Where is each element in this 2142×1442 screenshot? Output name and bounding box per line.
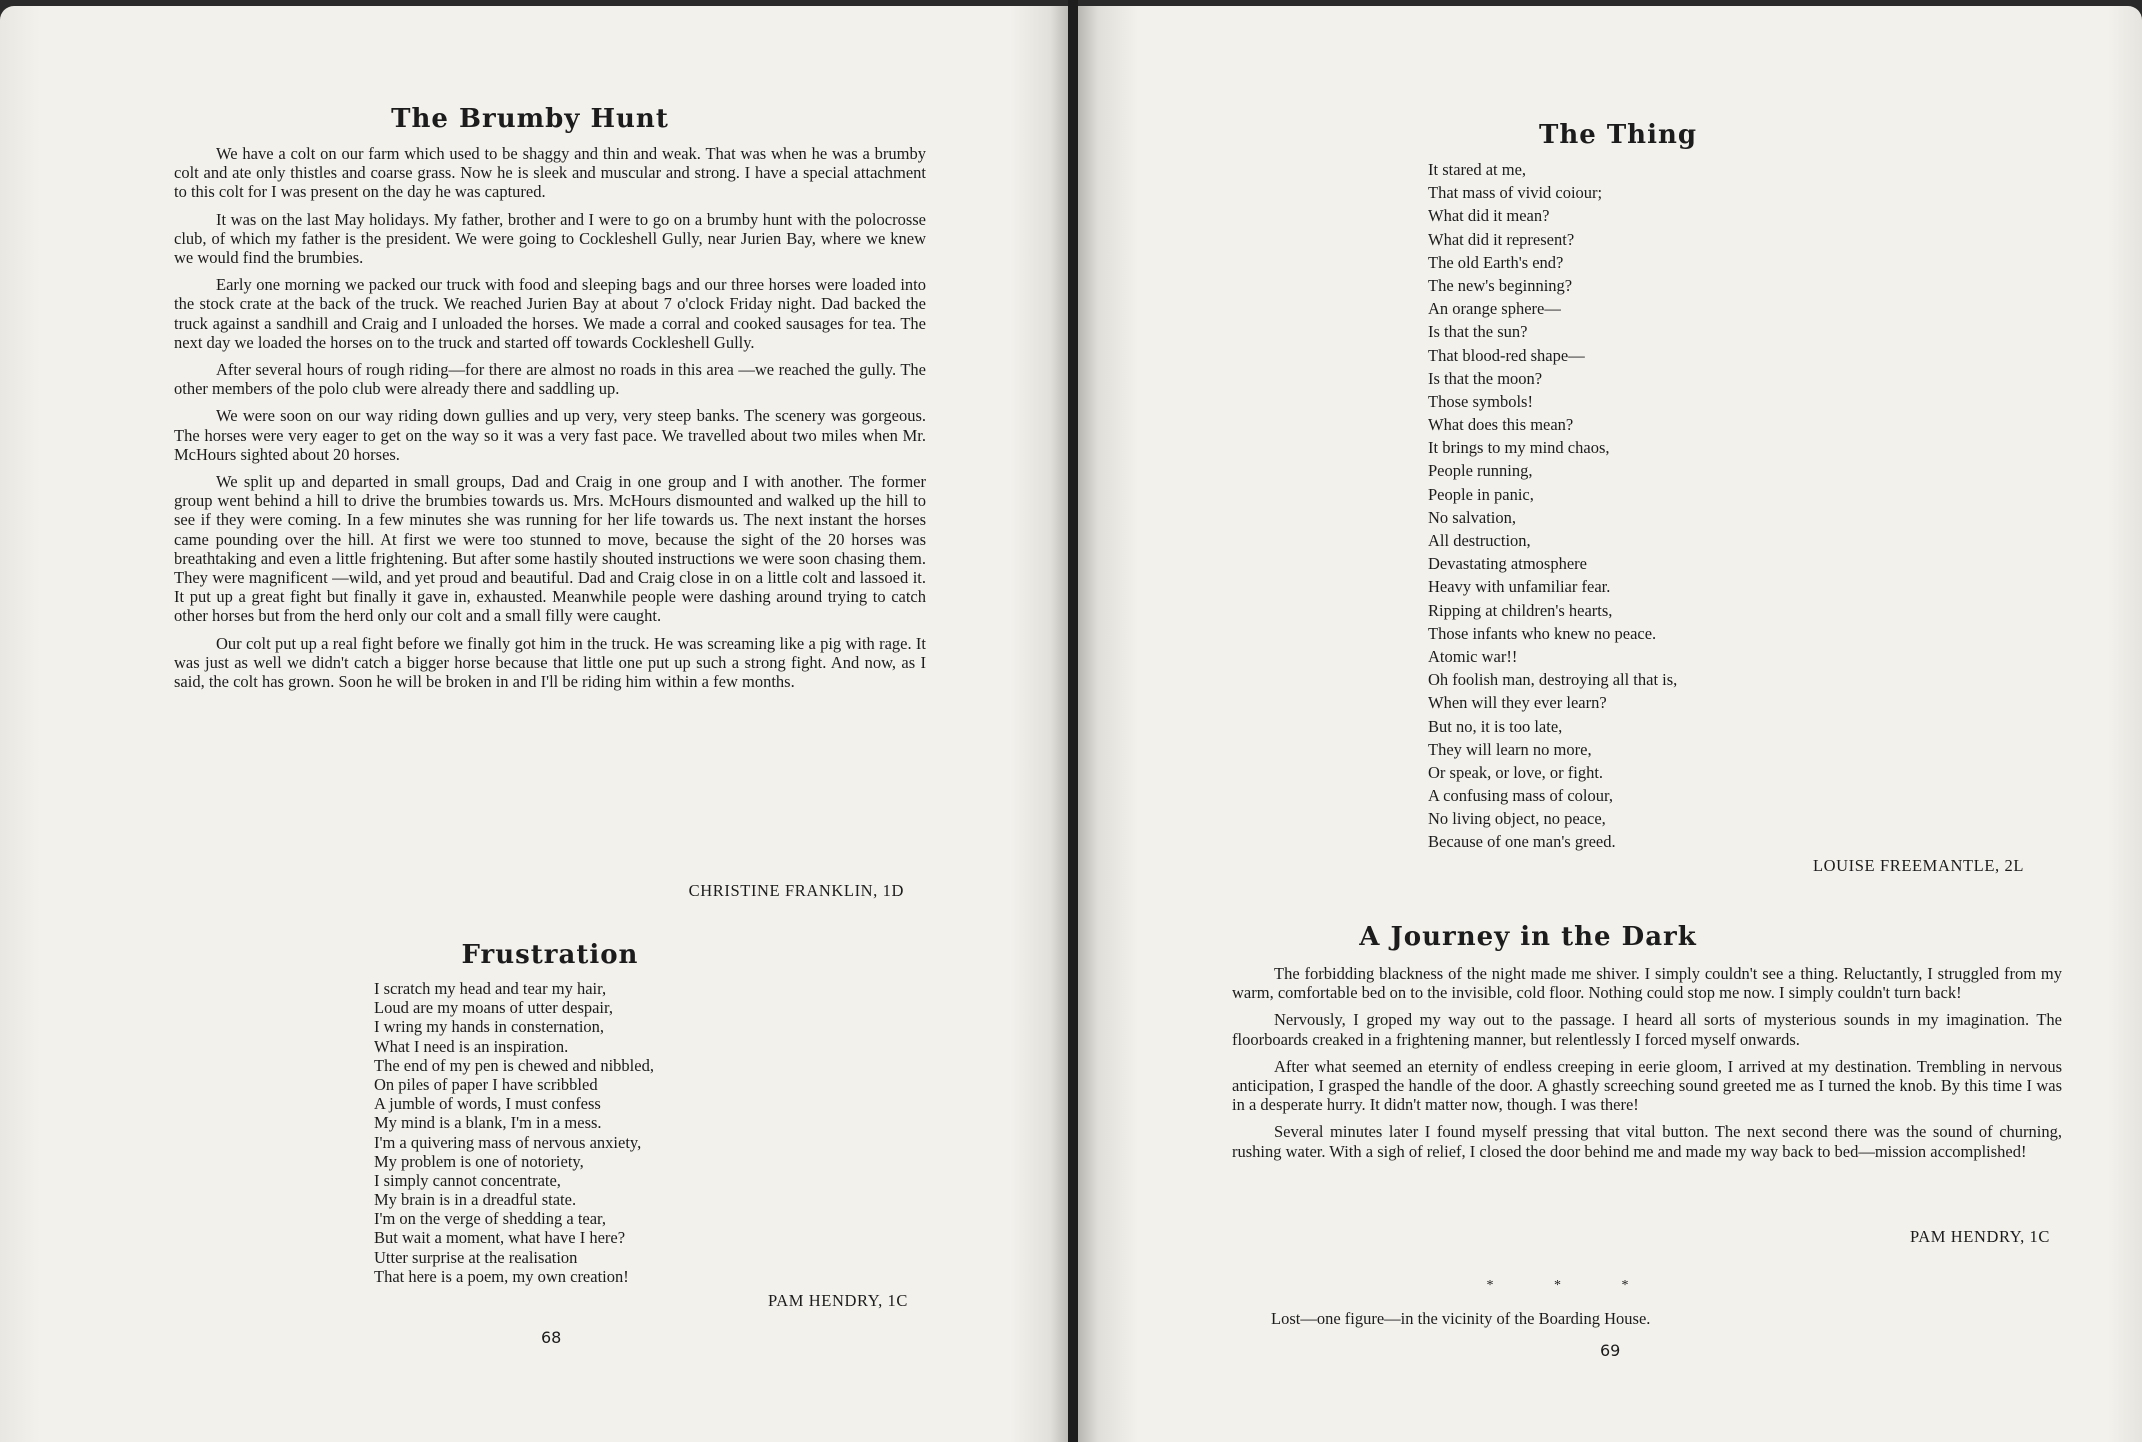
the-thing-byline: LOUISE FREEMANTLE, 2L xyxy=(1812,856,2024,875)
poem-line: Is that the moon? xyxy=(1428,368,1543,388)
poem-line: When will they ever learn? xyxy=(1428,693,1607,713)
paragraph: After what seemed an eternity of endless creeping in eerie gloom, I arrived at my destination. Trembling in nervous anticipation, I grasped the handle of the door. A ghastly screeching sound greeted me as I turned the knob. By this time I was in a desperate hurry. It didn't matter now, though. I was there! xyxy=(1232,1056,2062,1115)
poem-line: That mass of vivid coiour; xyxy=(1428,183,1603,203)
poem-line: Those infants who knew no peace. xyxy=(1428,623,1657,643)
poem-line: But no, it is too late, xyxy=(1428,716,1563,736)
journey-body xyxy=(1232,964,2062,1169)
poem-line: An orange sphere— xyxy=(1428,299,1561,319)
poem-line: I'm a quivering mass of nervous anxiety, xyxy=(374,1132,642,1152)
poem-line: But wait a moment, what have I here? xyxy=(374,1228,626,1248)
brumby-hunt-title: The Brumby Hunt xyxy=(391,104,669,134)
poem-line: Heavy with unfamiliar fear. xyxy=(1428,577,1611,597)
paragraph: We have a colt on our farm which used to be shaggy and thin and weak. That was when he was a brumby colt and ate only thistles and coarse grass. Now he is sleek and muscular and strong. I have a special attachment to this colt for I was present on the day he was captured. xyxy=(174,144,926,202)
brumby-hunt-body xyxy=(174,144,926,699)
poem-line: Devastating atmosphere xyxy=(1428,554,1587,574)
poem-line: They will learn no more, xyxy=(1428,739,1592,759)
poem-line: All destruction, xyxy=(1428,531,1531,550)
frustration-title: Frustration xyxy=(461,940,639,970)
poem-line: People in panic, xyxy=(1428,484,1534,504)
poem-line: Or speak, or love, or fight. xyxy=(1428,762,1604,782)
the-thing-title: The Thing xyxy=(1538,120,1698,150)
poem-line: My mind is a blank, I'm in a mess. xyxy=(374,1113,602,1133)
poem-line: Loud are my moans of utter despair, xyxy=(374,998,613,1018)
poem-line: People running, xyxy=(1428,461,1533,481)
poem-line: I simply cannot concentrate, xyxy=(374,1170,561,1190)
the-thing-poem xyxy=(1428,158,1677,854)
paragraph: It was on the last May holidays. My father, brother and I were to go on a brumby hunt with the polocrosse club, of which my father is the president. We were going to Cockleshell Gully, near Jurien Bay, where we knew we would find the brumbies. xyxy=(174,209,926,268)
paragraph: Early one morning we packed our truck with food and sleeping bags and our three horses were loaded into the stock crate at the back of the truck. We reached Jurien Bay at about 7 o'clock Friday night. Dad backed the truck against a sandhill and Craig and I unloaded the horses. We made a corral and cooked sausages for tea. The next day we loaded the horses on to the truck and started off towards Cockleshell Gully. xyxy=(174,275,926,352)
journey-byline: PAM HENDRY, 1C xyxy=(1910,1227,2050,1246)
poem-line: It brings to my mind chaos, xyxy=(1428,438,1610,458)
paragraph: We were soon on our way riding down gullies and up very, very steep banks. The scenery was gorgeous. The horses were very eager to get on the way so it was a very fast pace. We travelled about two miles when Mr. McHours sighted about 20 horses. xyxy=(174,406,926,464)
separator-star: * xyxy=(1486,1278,1494,1293)
poem-line: Atomic war!! xyxy=(1428,646,1518,666)
poem-line: Utter surprise at the realisation xyxy=(374,1247,578,1267)
left-page xyxy=(0,6,1068,1442)
brumby-hunt-byline: CHRISTINE FRANKLIN, 1D xyxy=(688,881,904,900)
separator-star: * xyxy=(1554,1278,1561,1293)
paragraph: Nervously, I groped my way out to the passage. I heard all sorts of mysterious sounds in my imagination. The floorboards creaked in a frightening manner, but relentlessly I forced myself onwards. xyxy=(1232,1010,2062,1049)
poem-line: Ripping at children's hearts, xyxy=(1428,600,1613,620)
poem-line: What did it mean? xyxy=(1428,206,1550,226)
journey-title: A Journey in the Dark xyxy=(1359,922,1697,952)
poem-line: No salvation, xyxy=(1428,507,1516,527)
poem-line: A jumble of words, I must confess xyxy=(374,1094,601,1114)
paragraph: The forbidding blackness of the night made me shiver. I simply couldn't see a thing. Reluctantly, I struggled from my warm, comfortable bed on to the invisible, cold floor. Nothing could stop me now. I simply couldn't turn back! xyxy=(1232,964,2062,1003)
poem-line: Because of one man's greed. xyxy=(1428,832,1616,852)
poem-line: I scratch my head and tear my hair, xyxy=(374,979,607,998)
poem-line: No living object, no peace, xyxy=(1428,809,1606,829)
poem-line: The old Earth's end? xyxy=(1428,252,1564,272)
poem-line: That here is a poem, my own creation! xyxy=(374,1266,629,1286)
poem-line: Is that the sun? xyxy=(1428,322,1528,342)
poem-line: The end of my pen is chewed and nibbled, xyxy=(374,1055,654,1075)
poem-line: What did it represent? xyxy=(1428,229,1575,249)
paragraph: We split up and departed in small groups, Dad and Craig in one group and I with another. The former group went behind a hill to drive the brumbies towards us. Mrs. McHours dismounted and walked up the hill to see if they were coming. In a few minutes she was running for her life towards us. The next instant the horses came pounding over the hill. At first we were too stunned to move, because the sight of the 20 horses was breathtaking and even a little frightening. But after some hastily shouted instructions we were soon chasing them. They were magnificent —wild, and yet proud and beautiful. Dad and Craig close in on a little colt and lassoed it. It put up a great fight but finally it gave in, exhausted. Meanwhile people were dashing around trying to catch other horses but from the herd only our colt and a small filly were caught. xyxy=(174,472,926,626)
paragraph: Several minutes later I found myself pressing that vital button. The next second there was the sound of churning, rushing water. With a sigh of relief, I closed the door behind me and made my way back to bed—mission accomplished! xyxy=(1232,1122,2062,1161)
poem-line: A confusing mass of colour, xyxy=(1428,786,1613,806)
poem-line: On piles of paper I have scribbled xyxy=(374,1074,598,1094)
poem-line: It stared at me, xyxy=(1428,160,1527,179)
paragraph: After several hours of rough riding—for there are almost no roads in this area —we reached the gully. The other members of the polo club were already there and saddling up. xyxy=(174,360,926,399)
frustration-byline: PAM HENDRY, 1C xyxy=(768,1291,908,1310)
page-number: 68 xyxy=(541,1328,562,1347)
poem-line: That blood-red shape— xyxy=(1428,345,1585,365)
poem-line: I wring my hands in consternation, xyxy=(374,1017,605,1037)
poem-line: My brain is in a dreadful state. xyxy=(374,1190,577,1210)
poem-line: What does this mean? xyxy=(1428,415,1574,435)
poem-line: Oh foolish man, destroying all that is, xyxy=(1428,670,1678,690)
separator-star: * xyxy=(1621,1278,1629,1293)
poem-line: What I need is an inspiration. xyxy=(374,1036,569,1056)
poem-line: Those symbols! xyxy=(1428,391,1533,411)
book-gutter xyxy=(1068,0,1078,1442)
poem-line: The new's beginning? xyxy=(1428,275,1573,295)
paragraph: Our colt put up a real fight before we finally got him in the truck. He was screaming like a pig with rage. It was just as well we didn't catch a bigger horse because that little one put up such a strong fight. And now, as I said, the colt has grown. Soon he will be broken in and I'll be riding him within a few months. xyxy=(174,633,926,692)
poem-line: I'm on the verge of shedding a tear, xyxy=(374,1209,607,1229)
section-separator xyxy=(1458,1278,1657,1294)
page-number: 69 xyxy=(1600,1341,1621,1360)
right-page xyxy=(1078,6,2142,1442)
lost-notice: Lost—one figure—in the vicinity of the Boarding House. xyxy=(1271,1309,1651,1328)
poem-line: My problem is one of notoriety, xyxy=(374,1151,584,1171)
frustration-poem xyxy=(374,979,654,1286)
